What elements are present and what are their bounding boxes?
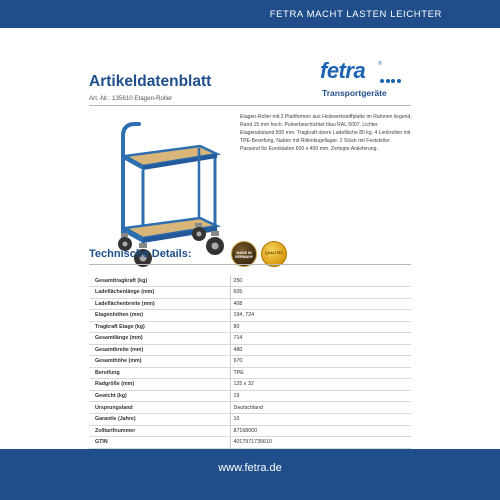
spec-value: 10 <box>230 414 411 426</box>
badge-text: QUALITÄT <box>264 251 284 255</box>
logo-wordmark: fetra <box>320 58 366 83</box>
spec-row <box>89 379 411 391</box>
spec-row <box>89 333 411 345</box>
spec-value: Deutschland <box>230 402 411 414</box>
brand-subtitle: Transportgeräte <box>322 88 387 98</box>
spec-label: GTIN <box>89 437 230 449</box>
spec-value: 125 x 32 <box>230 379 411 391</box>
spec-label: Radgröße (mm) <box>89 379 230 391</box>
spec-row <box>89 310 411 322</box>
spec-row <box>89 298 411 310</box>
spec-row <box>89 287 411 299</box>
spec-label: Ladeflächenlänge (mm) <box>89 287 230 299</box>
spec-value: 714 <box>230 333 411 345</box>
spec-label: Gesamttragkraft (kg) <box>89 275 230 287</box>
spec-label: Gesamtlänge (mm) <box>89 333 230 345</box>
title-divider <box>89 105 411 106</box>
tech-divider <box>89 264 411 265</box>
spec-value: TPE <box>230 367 411 379</box>
spec-row <box>89 402 411 414</box>
spec-label: Etagenhöhen (mm) <box>89 310 230 322</box>
spec-label: Bereifung <box>89 367 230 379</box>
footer-bar <box>0 449 500 500</box>
spec-label: Garantie (Jahre) <box>89 414 230 426</box>
spec-label: Gesamthöhe (mm) <box>89 356 230 368</box>
spec-value: 80 <box>230 321 411 333</box>
document-title: Artikeldatenblatt <box>89 73 212 90</box>
spec-label: Gewicht (kg) <box>89 390 230 402</box>
spec-row <box>89 367 411 379</box>
logo-dots-icon <box>380 70 402 88</box>
product-description: Etagen-Roller mit 2 Plattformen aus Holzwerkstoffplatte im Rahmen liegend, Rand 15 mm hoch. Pulverbeschichtet blau RAL 5007. Lichter Etagenabstand 500 mm. Tragkraft obere Ladefläche 80 kg. 4 Lenkrollen mit TPE-Bereifung, Naben mit Rillenkugellager. 2 Stück mit Feststeller. Passend für Eurokästen 600 x 400 mm. Zerlegte Anlieferung. <box>240 114 412 152</box>
origin-table <box>89 402 411 449</box>
spec-row <box>89 390 411 402</box>
spec-value: 19 <box>230 390 411 402</box>
spec-label: Ladeflächenbreite (mm) <box>89 298 230 310</box>
spec-row <box>89 321 411 333</box>
spec-label: Gesamtbreite (mm) <box>89 344 230 356</box>
spec-label: Zolltarifnummer <box>89 425 230 437</box>
spec-value: 194, 724 <box>230 310 411 322</box>
spec-value: 605 <box>230 287 411 299</box>
spec-row <box>89 275 411 287</box>
footer-url[interactable]: www.fetra.de <box>218 462 282 474</box>
spec-label: Tragkraft Etage (kg) <box>89 321 230 333</box>
spec-value: 4017971735610 <box>230 437 411 449</box>
spec-value: 87168000 <box>230 425 411 437</box>
spec-value: 480 <box>230 344 411 356</box>
spec-row <box>89 356 411 368</box>
spec-row <box>89 344 411 356</box>
header-bar <box>0 0 500 28</box>
header-slogan: FETRA MACHT LASTEN LEICHTER <box>269 9 442 20</box>
spec-row <box>89 425 411 437</box>
spec-value: 250 <box>230 275 411 287</box>
article-number: Art.-Nr.: 135610 Etagen-Roller <box>89 95 173 102</box>
spec-label: Ursprungsland <box>89 402 230 414</box>
spec-row <box>89 414 411 426</box>
specs-table <box>89 275 411 402</box>
spec-row <box>89 437 411 449</box>
tech-details-heading: Technische Details: <box>89 248 192 260</box>
spec-value: 408 <box>230 298 411 310</box>
logo-registered-mark: ® <box>378 61 382 67</box>
badge-text: MADE IN GERMANY <box>234 251 254 259</box>
spec-value: 970 <box>230 356 411 368</box>
